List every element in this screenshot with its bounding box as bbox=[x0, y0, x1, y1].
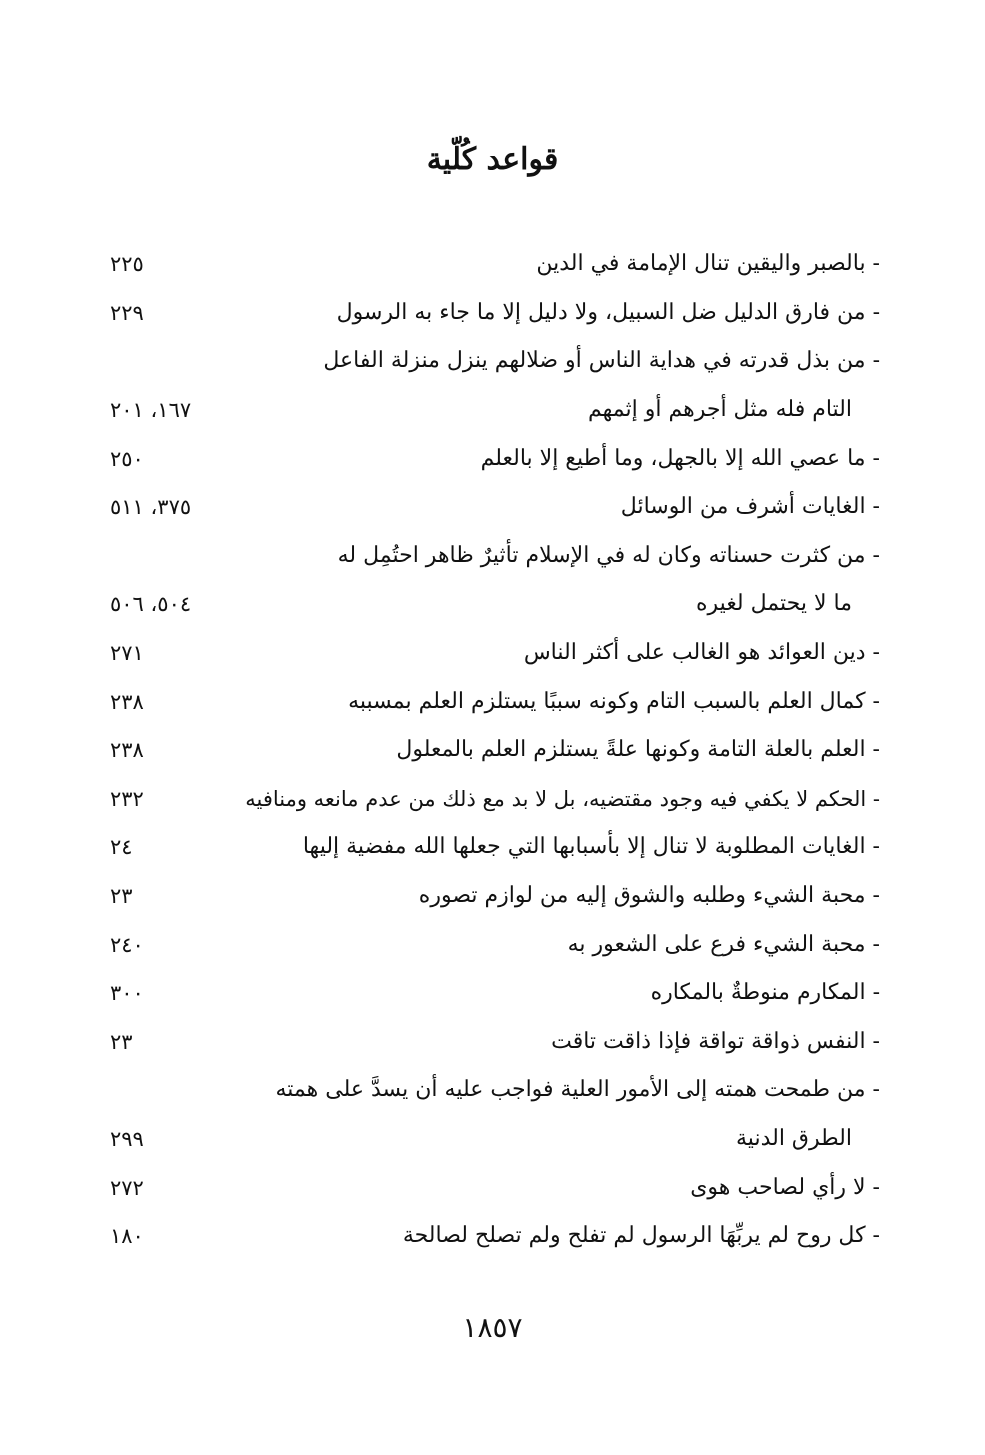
page-title: قواعد كُلّية bbox=[426, 142, 559, 177]
entry-text: - بالصبر واليقين تنال الإمامة في الدين bbox=[536, 251, 880, 277]
entry-text: - ما عصي الله إلا بالجهل، وما أطيع إلا بالعلم bbox=[480, 445, 880, 471]
entry-pages: ٣٠٠ bbox=[110, 981, 144, 1006]
list-item bbox=[110, 1066, 880, 1115]
entry-text: - الحكم لا يكفي فيه وجود مقتضيه، بل لا بد مع ذلك من عدم مانعه ومنافيه bbox=[245, 786, 880, 811]
entry-pages: ٢٣ bbox=[110, 1029, 133, 1054]
entry-pages: ٢٣٨ bbox=[110, 738, 144, 763]
list-item-continuation bbox=[110, 386, 880, 435]
list-item bbox=[110, 872, 880, 921]
entry-pages: ٣٧٥، ٥١١ bbox=[110, 495, 192, 520]
list-item bbox=[110, 969, 880, 1018]
entry-pages: ٢٤٠ bbox=[110, 932, 144, 957]
entry-text: التام فله مثل أجرهم أو إثمهم bbox=[588, 397, 852, 423]
entry-pages: ٢٧١ bbox=[110, 641, 144, 666]
entry-pages: ٢٧٢ bbox=[110, 1175, 144, 1200]
entry-text: - كل روح لم يربِّهَا الرسول لم تفلح ولم تصلح لصالحة bbox=[402, 1223, 880, 1249]
entry-pages: ٢٩٩ bbox=[110, 1126, 144, 1151]
list-item bbox=[110, 434, 880, 483]
list-item bbox=[110, 775, 880, 824]
list-item bbox=[110, 920, 880, 969]
rules-index-list bbox=[110, 240, 880, 1260]
entry-text: - محبة الشيء وطلبه والشوق إليه من لوازم تصوره bbox=[418, 883, 880, 909]
entry-text: - النفس ذواقة تواقة فإذا ذاقت تاقت bbox=[551, 1028, 880, 1054]
list-item bbox=[110, 483, 880, 532]
entry-pages: ٢٣٢ bbox=[110, 786, 144, 811]
entry-text: - الغايات أشرف من الوسائل bbox=[620, 494, 880, 520]
list-item-continuation bbox=[110, 1115, 880, 1164]
list-item bbox=[110, 629, 880, 678]
list-item bbox=[110, 1163, 880, 1212]
entry-text: - من طمحت همته إلى الأمور العلية فواجب عليه أن يسدَّ على همته bbox=[275, 1077, 880, 1103]
list-item bbox=[110, 337, 880, 386]
page-number: ١٨٥٧ bbox=[462, 1311, 523, 1344]
list-item bbox=[110, 532, 880, 581]
entry-pages: ١٨٠ bbox=[110, 1224, 144, 1249]
entry-text: - العلم بالعلة التامة وكونها علةً يستلزم العلم بالمعلول bbox=[396, 737, 880, 763]
list-item bbox=[110, 726, 880, 775]
entry-text: - من فارق الدليل ضل السبيل، ولا دليل إلا ما جاء به الرسول bbox=[336, 299, 880, 325]
list-item bbox=[110, 823, 880, 872]
entry-pages: ٢٢٩ bbox=[110, 300, 144, 325]
list-item bbox=[110, 1018, 880, 1067]
entry-pages: ٢٥٠ bbox=[110, 446, 144, 471]
entry-text: ما لا يحتمل لغيره bbox=[696, 591, 852, 617]
list-item bbox=[110, 289, 880, 338]
entry-text: - كمال العلم بالسبب التام وكونه سببًا يستلزم العلم بمسببه bbox=[348, 688, 880, 714]
entry-text: - من كثرت حسناته وكان له في الإسلام تأثيرٌ ظاهر احتُمِل له bbox=[337, 542, 880, 568]
list-item bbox=[110, 677, 880, 726]
entry-pages: ٢٣ bbox=[110, 884, 133, 909]
list-item bbox=[110, 240, 880, 289]
list-item bbox=[110, 1212, 880, 1261]
entry-pages: ١٦٧، ٢٠١ bbox=[110, 398, 192, 423]
entry-text: - دين العوائد هو الغالب على أكثر الناس bbox=[523, 640, 880, 666]
entry-text: - الغايات المطلوبة لا تنال إلا بأسبابها التي جعلها الله مفضية إليها bbox=[302, 834, 880, 860]
entry-text: - لا رأي لصاحب هوى bbox=[690, 1174, 880, 1200]
entry-text: الطرق الدنية bbox=[736, 1125, 852, 1151]
entry-pages: ٥٠٤، ٥٠٦ bbox=[110, 592, 192, 617]
entry-pages: ٢٢٥ bbox=[110, 252, 144, 277]
entry-text: - من بذل قدرته في هداية الناس أو ضلالهم ينزل منزلة الفاعل bbox=[323, 348, 880, 374]
entry-text: - المكارم منوطةٌ بالمكاره bbox=[650, 980, 880, 1006]
entry-pages: ٢٣٨ bbox=[110, 689, 144, 714]
entry-text: - محبة الشيء فرع على الشعور به bbox=[567, 931, 880, 957]
list-item-continuation bbox=[110, 580, 880, 629]
entry-pages: ٢٤ bbox=[110, 835, 133, 860]
